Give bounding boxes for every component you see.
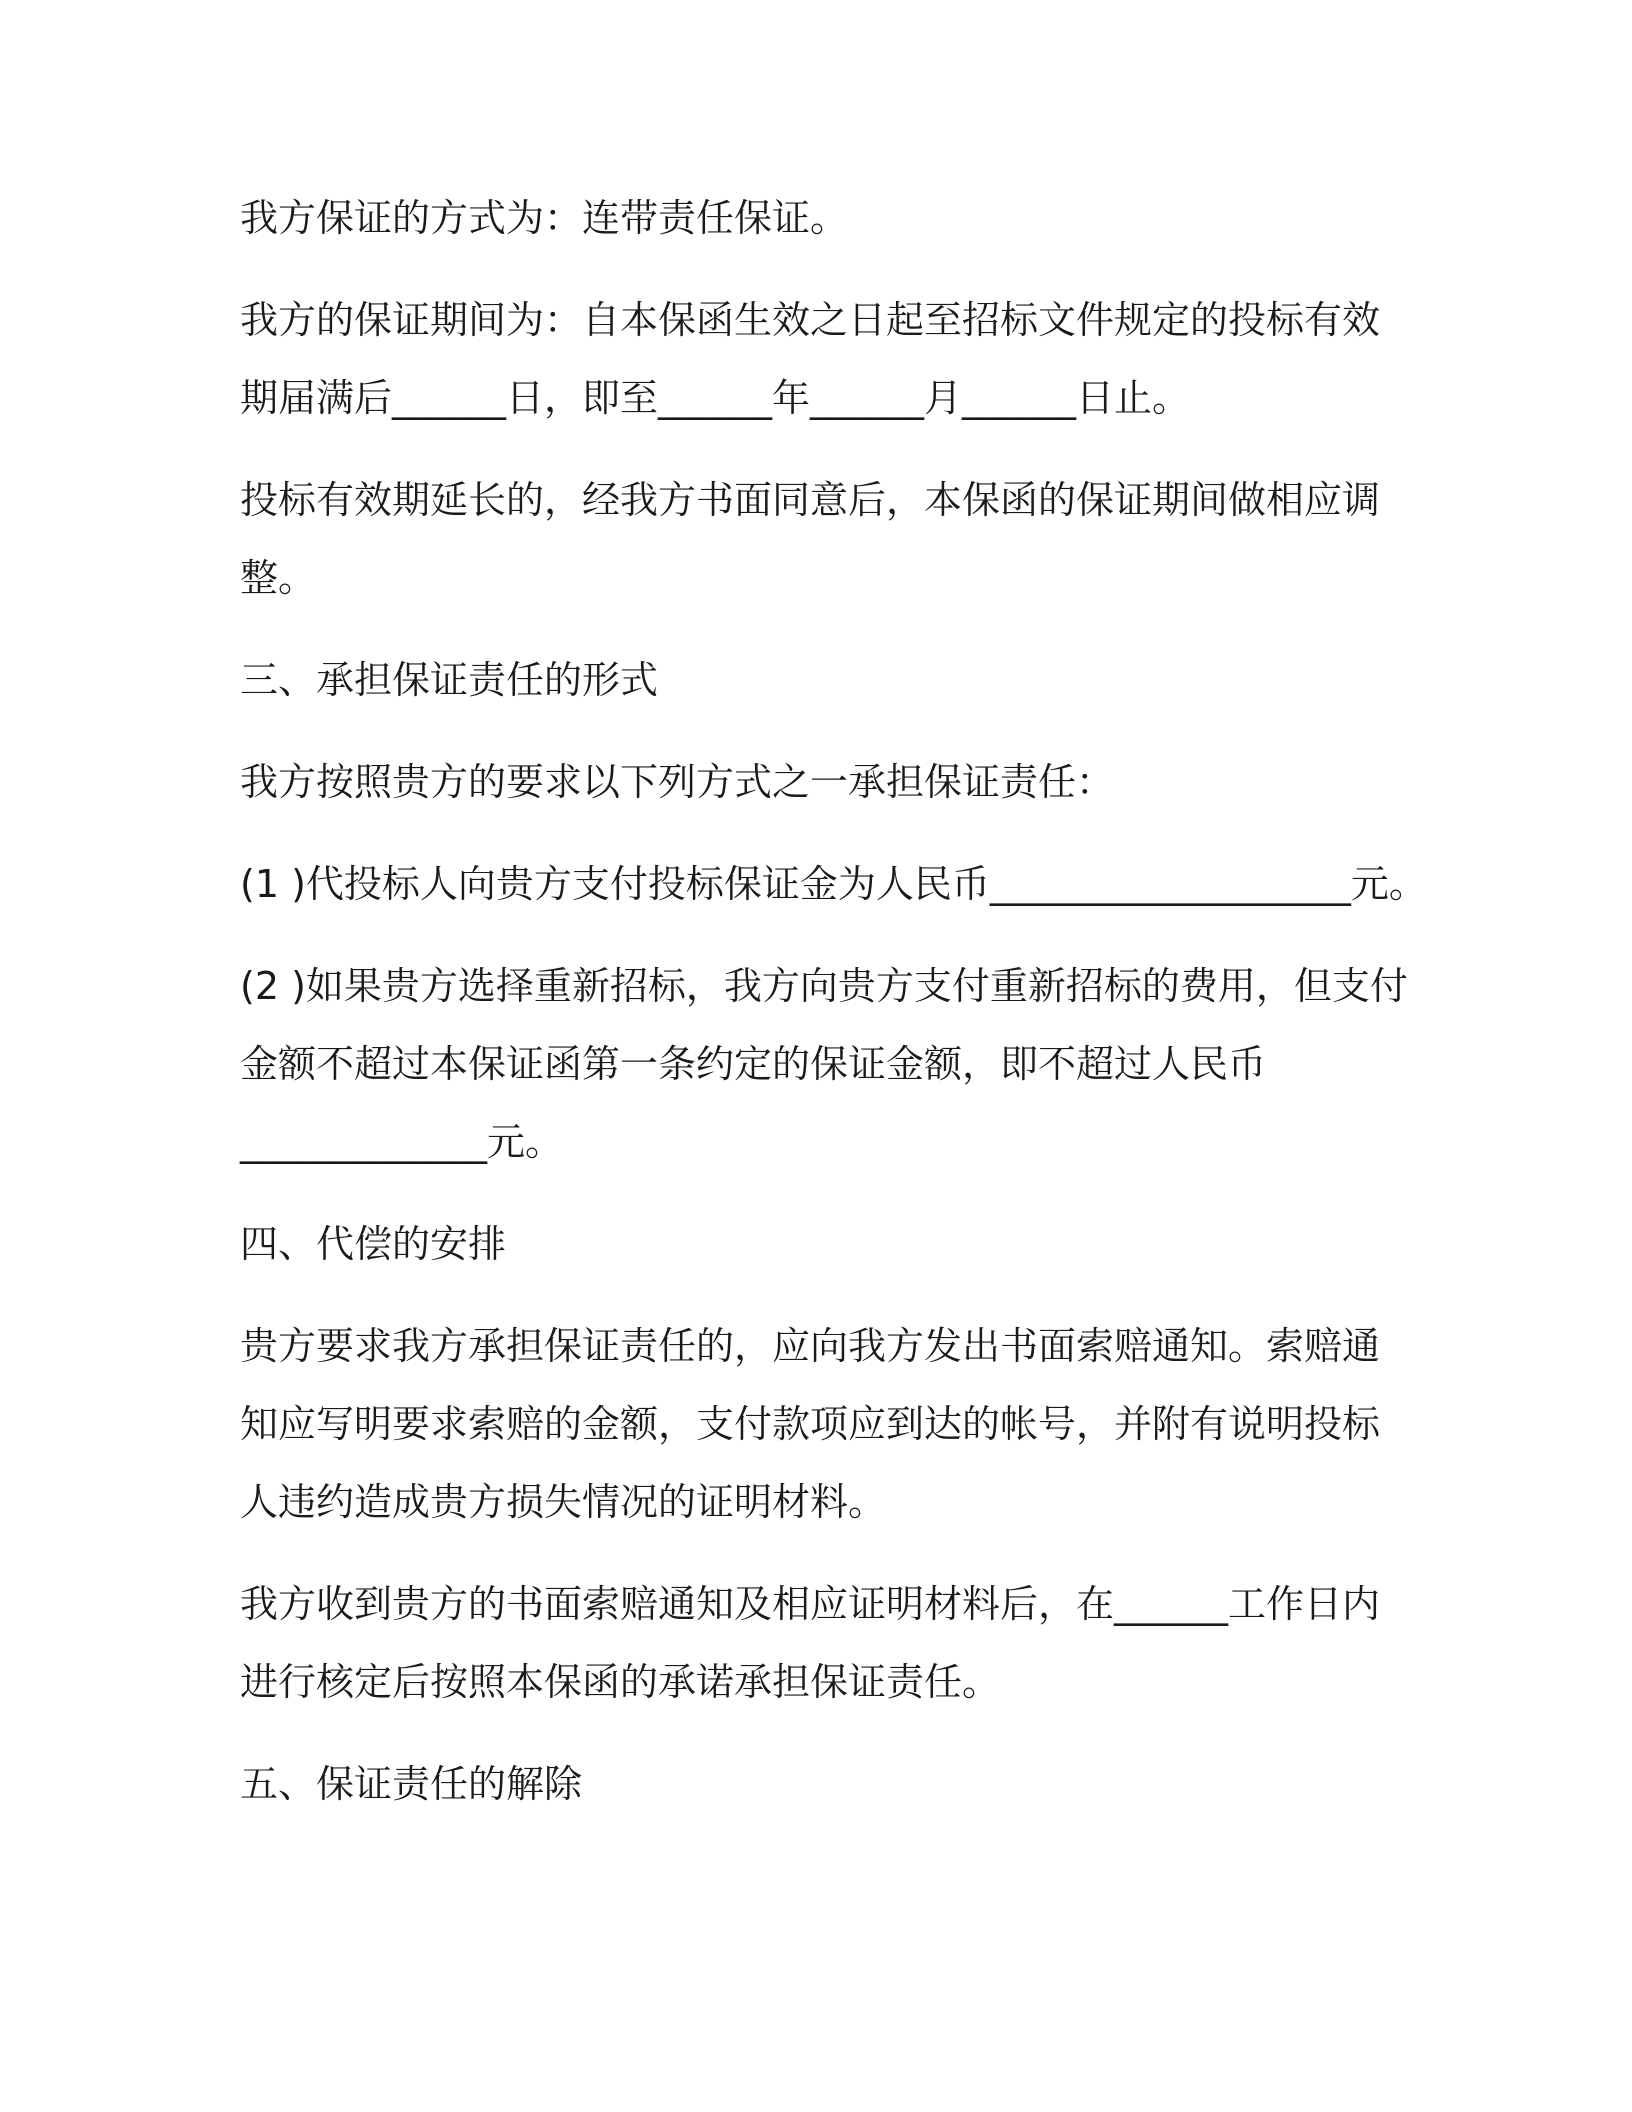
paragraph-claim-notice-line1: 贵方要求我方承担保证责任的，应向我方发出书面索赔通知。索赔通 — [240, 1324, 1381, 1368]
paragraph-claim-notice-line3: 人违约造成贵方损失情况的证明材料。 — [240, 1480, 887, 1524]
paragraph-guarantee-method: 我方保证的方式为：连带责任保证。 — [240, 196, 849, 240]
list-item-2-line2: 金额不超过本保证函第一条约定的保证金额，即不超过人民币 — [240, 1042, 1267, 1086]
list-item-2-line1: (2 )如果贵方选择重新招标，我方向贵方支付重新招标的费用，但支付 — [240, 964, 1408, 1008]
section-heading-5: 五、保证责任的解除 — [240, 1762, 583, 1806]
paragraph-liability-methods: 我方按照贵方的要求以下列方式之一承担保证责任： — [240, 760, 1115, 804]
paragraph-guarantee-period-line1: 我方的保证期间为：自本保函生效之日起至招标文件规定的投标有效 — [240, 298, 1381, 342]
paragraph-claim-notice-line2: 知应写明要求索赔的金额，支付款项应到达的帐号，并附有说明投标 — [240, 1402, 1381, 1446]
paragraph-validity-extension-line1: 投标有效期延长的，经我方书面同意后，本保函的保证期间做相应调 — [240, 478, 1381, 522]
paragraph-validity-extension-line2: 整。 — [240, 556, 317, 600]
paragraph-verification-line2: 进行核定后按照本保函的承诺承担保证责任。 — [240, 1660, 1001, 1704]
list-item-1: (1 )代投标人向贵方支付投标保证金为人民币___________________元。 — [240, 862, 1427, 906]
list-item-2-line3: _____________元。 — [240, 1120, 564, 1164]
section-heading-3: 三、承担保证责任的形式 — [240, 658, 659, 702]
paragraph-guarantee-period-line2: 期届满后______日，即至______年______月______日止。 — [240, 376, 1191, 420]
paragraph-verification-line1: 我方收到贵方的书面索赔通知及相应证明材料后，在______工作日内 — [240, 1582, 1381, 1626]
section-heading-4: 四、代偿的安排 — [240, 1222, 507, 1266]
